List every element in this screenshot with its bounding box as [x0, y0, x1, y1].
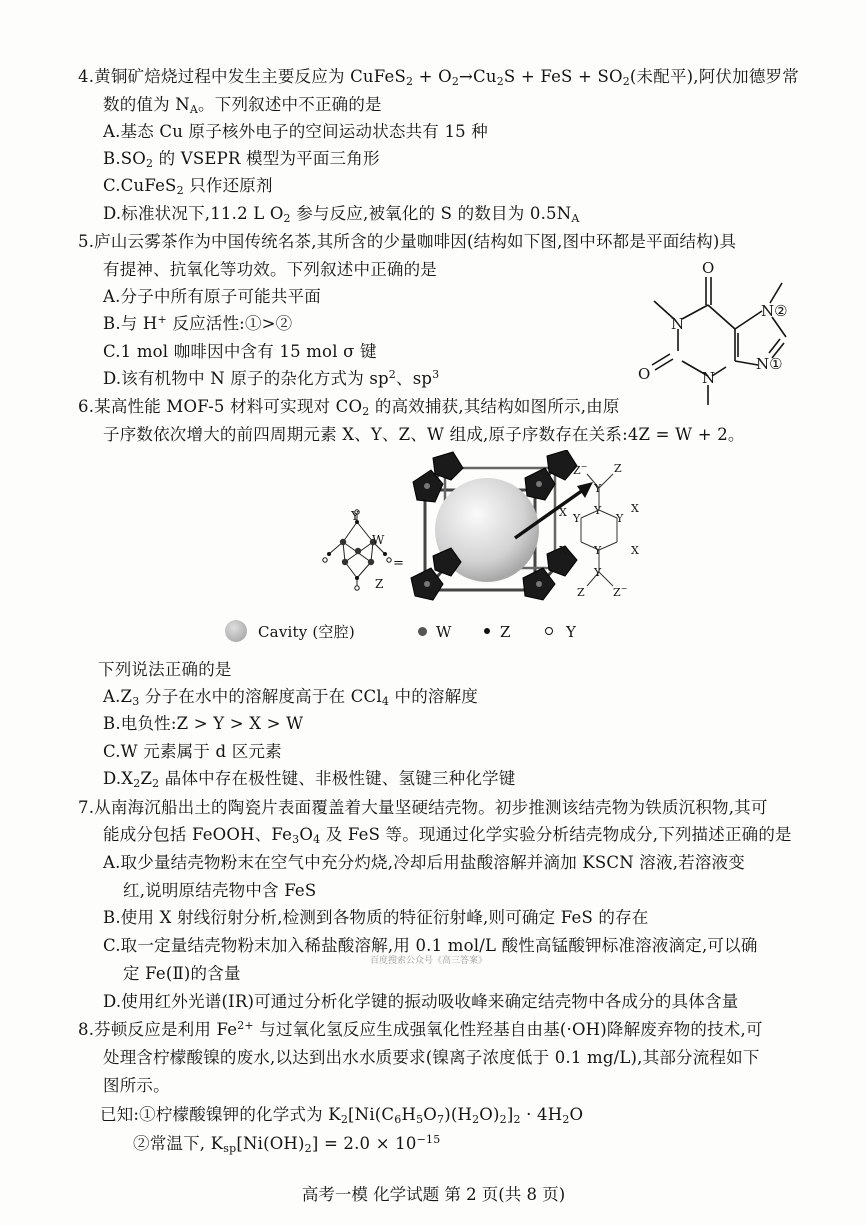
legend-z-label: Z: [500, 623, 511, 641]
q7-stem-line2: 能成分包括 FeOOH、$Fe_3O_4$ 及 FeS 等。现通过化学实验分析结壳物成分,下列描述正确的是: [103, 825, 792, 846]
q8-stem-line2: 处理含柠檬酸镍的废水,以达到出水水质要求(镍离子浓度低于 0.1 mg/L),其部分流程如下: [103, 1048, 760, 1067]
q6-prompt: 下列说法正确的是: [98, 660, 232, 679]
legend-cavity-swatch: [225, 620, 247, 642]
q4-stem-line1: 4.黄铜矿焙烧过程中发生主要反应为 CuFeS$_2$ + $O_2\to Cu_2S$ + FeS + $SO_2$(未配平),阿伏加德罗常: [78, 67, 799, 88]
linker-y-4: Y: [616, 512, 624, 525]
q7-option-b: B.使用 X 射线衍射分析,检测到各物质的特征衍射峰,则可确定 FeS 的存在: [103, 908, 649, 927]
q6-option-d: $D.X_2Z_2$ 晶体中存在极性键、非极性键、氢键三种化学键: [103, 769, 516, 790]
q7-option-c: C.取一定量结壳物粉末加入稀盐酸溶解,用 0.1 mol/L 酸性高锰酸钾标准溶液滴定,可以确: [103, 936, 758, 955]
q5-stem-line1: 5.庐山云雾茶作为中国传统名茶,其所含的少量咖啡因(结构如下图,图中环都是平面结构)具: [78, 232, 737, 251]
legend-cavity-label: Cavity (空腔): [258, 623, 355, 641]
q6-stem-line1: 6.某高性能 MOF-5 材料可实现对 $CO_2$ 的高效捕获,其结构如图所示,由原: [78, 397, 620, 418]
label-y-cluster: Y: [351, 509, 359, 523]
q4-stem-line2: 数的值为 $N_A$。下列叙述中不正确的是: [103, 95, 382, 116]
mof5-figure: [315, 450, 665, 660]
q5-stem-line2: 有提神、抗氧化等功效。下列叙述中正确的是: [103, 260, 437, 279]
structure-oxygen-top: O: [702, 259, 715, 277]
structure-oxygen-left: O: [638, 365, 651, 383]
caffeine-structure: [630, 255, 820, 415]
linker-z-top-left: Z−: [573, 462, 588, 477]
q5-option-c: C.1 mol 咖啡因中含有 15 mol σ 键: [103, 342, 377, 361]
label-w-cluster: W: [372, 533, 385, 547]
q8-known-1: 已知:①柠檬酸镍钾的化学式为 $K_2[Ni(C_6H_5O_7)(H_2O)_2]_2 \cdot 4H_2O$: [100, 1105, 584, 1126]
equals-sign: =: [393, 556, 404, 571]
linker-y-5: Y: [594, 544, 602, 557]
linker-y-3: Y: [573, 512, 581, 525]
q6-option-b: B.电负性:Z > Y > X > W: [103, 714, 304, 733]
q8-stem-line1: 8.芬顿反应是利用 $Fe^{2+}$ 与过氧化氢反应生成强氧化性羟基自由基(·OH)降解废弃物的技术,可: [78, 1019, 763, 1039]
q8-stem-line3: 图所示。: [103, 1076, 170, 1095]
q7-option-a-cont: 红,说明原结壳物中含 FeS: [123, 881, 317, 900]
linker-z-bottom-right: Z−: [613, 584, 628, 599]
linker-y-1: Y: [594, 482, 602, 495]
q4-option-c: C.CuFeS$_2$ 只作还原剂: [103, 176, 273, 197]
q7-option-c-cont: 定 Fe(Ⅱ)的含量: [123, 964, 241, 983]
q5-option-b: B.与 H+ 反应活性:①>②: [103, 313, 293, 333]
q5-option-d: D.该有机物中 N 原子的杂化方式为 $sp^2$、$sp^3$: [103, 368, 440, 388]
watermark: 百度搜索公众号《高三答案》: [370, 956, 488, 966]
linker-x-2: X: [631, 502, 639, 515]
legend-z-swatch: [484, 628, 490, 634]
linker-x-1: X: [559, 506, 567, 519]
structure-n1: N①: [756, 355, 783, 373]
linker-z-bottom-left: Z: [577, 586, 585, 599]
linker-x-4: X: [631, 544, 639, 557]
mof-cage: [411, 450, 577, 600]
linker-y-2: Y: [594, 504, 602, 517]
legend-w-label: W: [436, 623, 452, 641]
q7-stem-line1: 7.从南海沉船出土的陶瓷片表面覆盖着大量坚硬结壳物。初步推测该结壳物为铁质沉积物,其可: [78, 798, 768, 817]
q6-option-c: C.W 元素属于 d 区元素: [103, 742, 282, 761]
cluster-diagram: [323, 509, 404, 591]
structure-n2: N②: [761, 302, 788, 320]
legend-w-swatch: [418, 627, 427, 636]
q7-option-a: A.取少量结壳物粉末在空气中充分灼烧,冷却后用盐酸溶解并滴加 KSCN 溶液,若溶液变: [103, 853, 745, 872]
structure-n-left: N: [671, 315, 685, 333]
page-footer: 高考一模 化学试题 第 2 页(共 8 页): [301, 1185, 566, 1204]
q7-option-d: D.使用红外光谱(IR)可通过分析化学键的振动吸收峰来确定结壳物中各成分的具体含量: [103, 992, 739, 1011]
linker-x-3: X: [559, 544, 567, 557]
structure-n-bottom: N: [702, 369, 716, 387]
legend-y-label: Y: [566, 623, 577, 641]
q6-option-a: $A.Z_3$ 分子在水中的溶解度高于在 CCl$_4$ 中的溶解度: [103, 687, 479, 708]
linker-y-6: Y: [594, 566, 602, 579]
q8-known-2: ②常温下, $K_{sp}[Ni(OH)_2] = 2.0 \times 10^{-15}$: [133, 1133, 441, 1155]
q4-option-d: D.标准状况下,11.2 L $O_2$ 参与反应,被氧化的 S 的数目为 $0.5N_A$: [103, 204, 580, 225]
legend-y-swatch: [545, 627, 553, 635]
linker-z-top-right: Z: [614, 462, 622, 475]
q4-option-a: A.基态 Cu 原子核外电子的空间运动状态共有 15 种: [103, 122, 488, 141]
q5-option-a: A.分子中所有原子可能共平面: [103, 287, 321, 306]
q4-option-b: $B.SO_2$ 的 VSEPR 模型为平面三角形: [103, 149, 380, 170]
q6-stem-line2: 子序数依次增大的前四周期元素 X、Y、Z、W 组成,原子序数存在关系:4Z = W + 2。: [103, 425, 745, 444]
label-z-cluster: Z: [375, 577, 384, 591]
